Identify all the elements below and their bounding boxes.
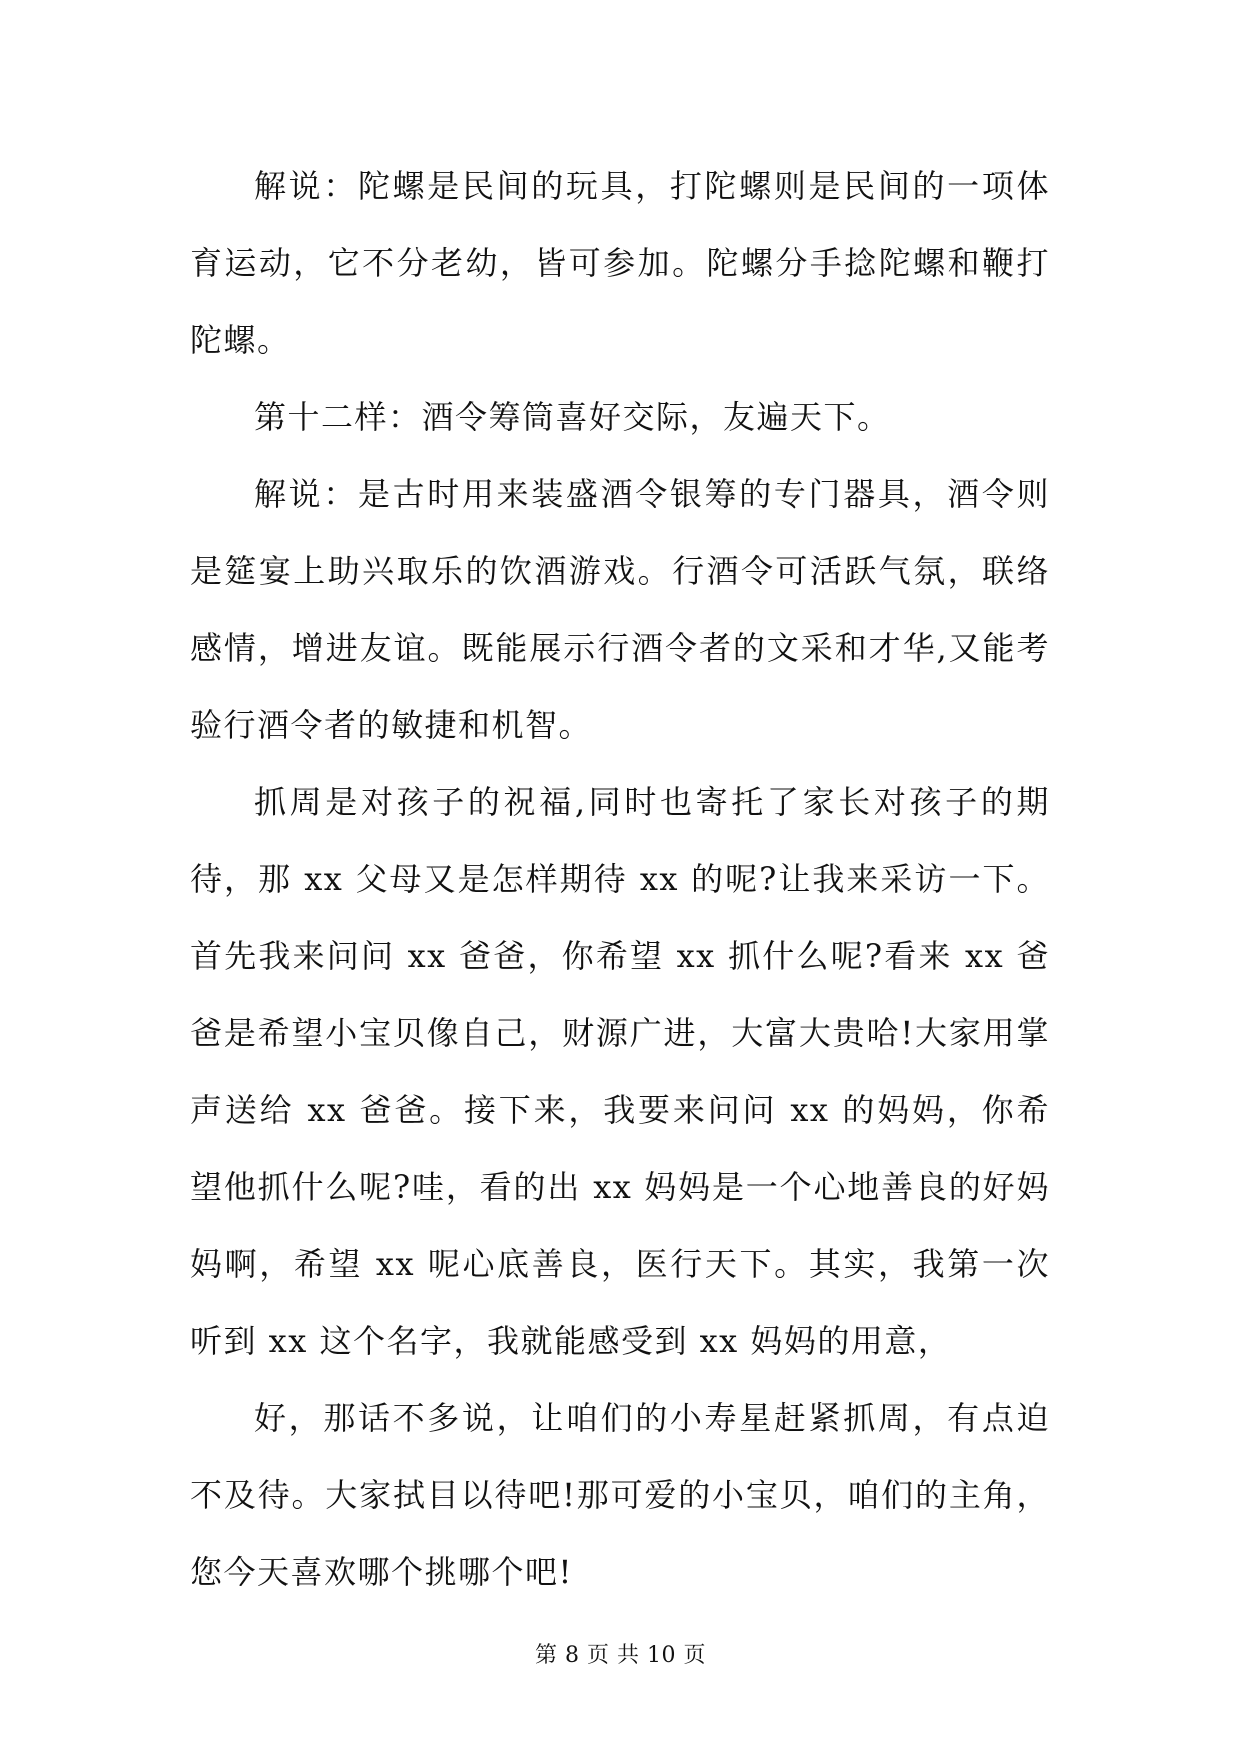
document-body <box>190 148 1050 1611</box>
paragraph-top-explanation: 解说：陀螺是民间的玩具，打陀螺则是民间的一项体育运动，它不分老幼，皆可参加。陀螺分手捻陀螺和鞭打陀螺。 <box>190 167 1050 359</box>
paragraph-wine-explanation: 解说：是古时用来装盛酒令银筹的专门器具，酒令则是筵宴上助兴取乐的饮酒游戏。行酒令可活跃气氛，联络感情，增进友谊。既能展示行酒令者的文采和才华,又能考验行酒令者的敏捷和机智。 <box>190 475 1050 744</box>
paragraph-item-twelve: 第十二样：酒令筹筒喜好交际，友遍天下。 <box>254 398 891 436</box>
paragraph-interview: 抓周是对孩子的祝福,同时也寄托了家长对孩子的期待，那 xx 父母又是怎样期待 xx 的呢?让我来采访一下。首先我来问问 xx 爸爸，你希望 xx 抓什么呢?看来 xx 爸爸是希望小宝贝像自己，财源广进，大富大贵哈!大家用掌声送给 xx 爸爸。接下来，我要来问问 xx 的妈妈，你希望他抓什么呢?哇，看的出 xx 妈妈是一个心地善良的好妈妈啊，希望 xx 呢心底善良，医行天下。其实，我第一次听到 xx 这个名字，我就能感受到 xx 妈妈的用意， <box>190 783 1050 1360</box>
paragraph-closing: 好，那话不多说，让咱们的小寿星赶紧抓周，有点迫不及待。大家拭目以待吧!那可爱的小宝贝，咱们的主角，您今天喜欢哪个挑哪个吧! <box>190 1399 1050 1591</box>
page-number-footer: 第 8 页 共 10 页 <box>535 1643 706 1668</box>
